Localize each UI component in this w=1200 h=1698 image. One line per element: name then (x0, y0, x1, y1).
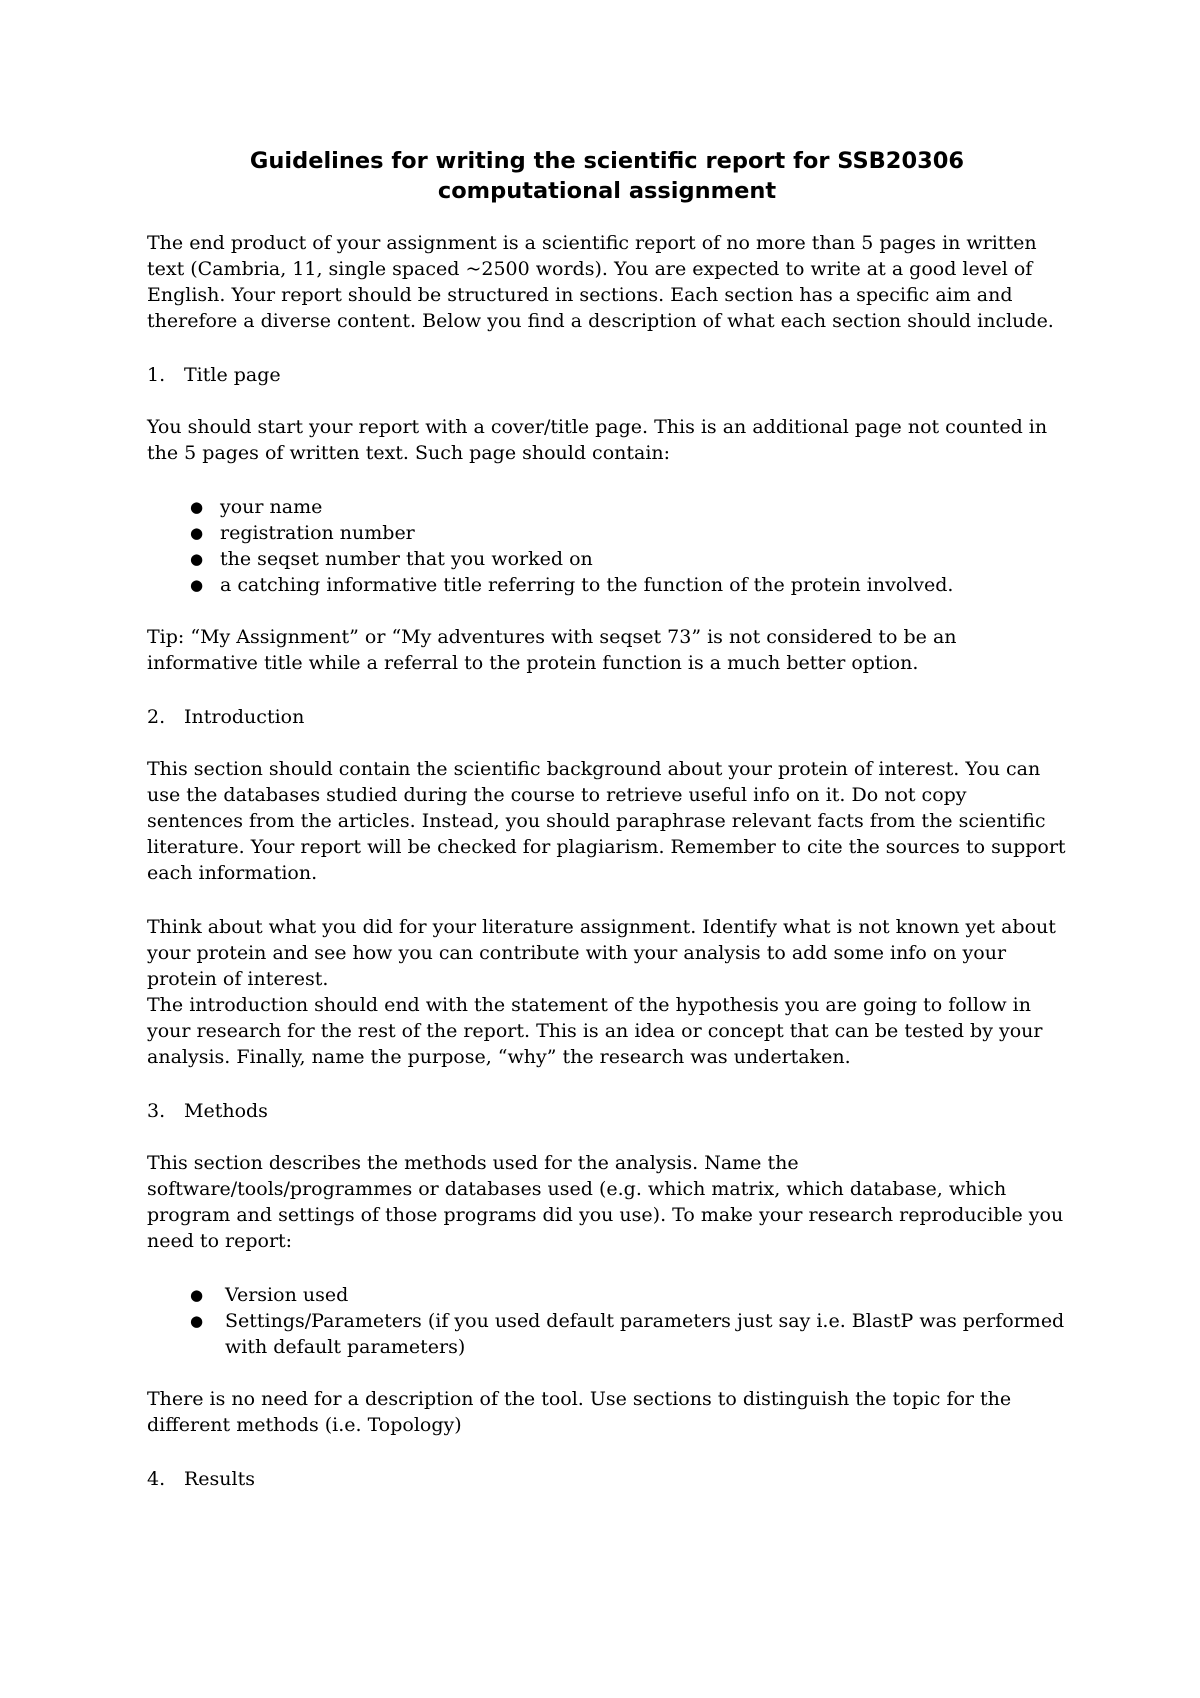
methods-bullet-list (147, 1282, 1067, 1360)
section-heading-title-page (147, 362, 1067, 388)
document-page (147, 146, 1067, 1518)
document-title (147, 146, 1067, 206)
section-heading-introduction (147, 704, 1067, 730)
section-number: 1. (147, 364, 166, 386)
list-item: ● your name (190, 496, 323, 518)
methods-paragraph: This section describes the methods used for the analysis. Name the software/tools/programmes or databases used (e.g. which matrix, which database, which program and settings of those programs did you use). To make your research reproducible you need to report: (147, 1152, 1064, 1252)
title-page-bullet-list (147, 494, 1067, 598)
introduction-paragraph-3: The introduction should end with the statement of the hypothesis you are going to follow in your research for the rest of the report. This is an idea or concept that can be tested by your analysis. Finally, name the purpose, “why” the research was undertaken. (147, 994, 1043, 1068)
title-page-paragraph: You should start your report with a cover/title page. This is an additional page not counted in the 5 pages of written text. Such page should contain: (147, 416, 1048, 464)
section-number: 2. (147, 706, 166, 728)
list-item: ● the seqset number that you worked on (190, 548, 593, 570)
bullet-icon: ● (190, 576, 204, 594)
document-title-line-2: computational assignment (437, 178, 777, 204)
bullet-icon: ● (190, 1286, 204, 1304)
bullet-icon: ● (190, 550, 204, 568)
section-number: 3. (147, 1100, 166, 1122)
tip-paragraph: Tip: “My Assignment” or “My adventures with seqset 73” is not considered to be an informative title while a referral to the protein function is a much better option. (147, 626, 957, 674)
list-item: ● Version used (190, 1284, 349, 1306)
methods-closing-paragraph: There is no need for a description of the tool. Use sections to distinguish the topic for the different methods (i.e. Topology) (147, 1388, 1012, 1436)
intro-paragraph: The end product of your assignment is a scientific report of no more than 5 pages in written text (Cambria, 11, single spaced ~2500 words). You are expected to write at a good level of English. Your report should be structured in sections. Each section has a specific aim and therefore a diverse content. Below you find a description of what each section should include. (147, 232, 1054, 332)
section-title: Results (184, 1468, 255, 1490)
list-item: ● a catching informative title referring to the function of the protein involved. (190, 574, 954, 596)
introduction-paragraph-1: This section should contain the scientific background about your protein of interest. You can use the databases studied during the course to retrieve useful info on it. Do not copy sentences from the articles. Instead, you should paraphrase relevant facts from the scientific literature. Your report will be checked for plagiarism. Remember to cite the sources to support each information. (147, 758, 1066, 884)
bullet-icon: ● (190, 524, 204, 542)
list-item: ● registration number (190, 522, 415, 544)
section-heading-methods (147, 1098, 1067, 1124)
section-number: 4. (147, 1468, 166, 1490)
section-title: Title page (184, 364, 281, 386)
document-title-line-1: Guidelines for writing the scientific report for SSB20306 (249, 148, 965, 174)
section-heading-results (147, 1466, 1067, 1492)
introduction-paragraph-2: Think about what you did for your literature assignment. Identify what is not known yet about your protein and see how you can contribute with your analysis to add some info on your protein of interest. (147, 916, 1056, 990)
bullet-icon: ● (190, 1312, 204, 1330)
section-title: Methods (184, 1100, 268, 1122)
section-title: Introduction (184, 706, 305, 728)
bullet-icon: ● (190, 498, 204, 516)
list-item: ● Settings/Parameters (if you used default parameters just say i.e. BlastP was performed with default parameters) (190, 1310, 1065, 1358)
